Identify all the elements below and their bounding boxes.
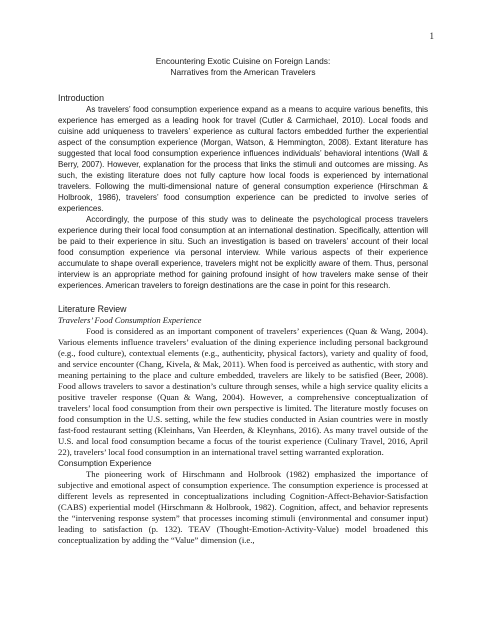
literature-review-heading: Literature Review xyxy=(58,304,127,314)
title-line-1: Encountering Exotic Cuisine on Foreign Lands: xyxy=(155,56,331,66)
introduction-paragraph-1: As travelers’ food consumption experience expand as a means to acquire various benefits, this experience has emerged as a leading hook for travel (Cutler & Carmichael, 2010). Local foods and cuisine add uniqueness to travelers’ experience as cultural factors embedded further the experiential aspect of the consumption experience (Morgan, Watson, & Hemmington, 2008). Extant literature has suggested that local food consumption experience influences individuals’ behavioral intentions (Wall & Berry, 2007). However, explanation for the process that links the stimuli and outcomes are missing. As such, the existing literature does not fully capture how local foods is experienced by international travelers. Following the multi-dimensional nature of general consumption experience (Hirschman & Holbrook, 1986), travelers’ food consumption experience can be predicted to involve series of experiences. xyxy=(58,105,428,213)
introduction-heading: Introduction xyxy=(58,93,104,103)
literature-review-paragraph-2: The pioneering work of Hirschmann and Holbrook (1982) emphasized the importance of subjective and emotional aspect of consumption experience. The consumption experience is processed at different levels as represented in conceptualizations including Cognition-Affect-Behavior-Satisfaction (CABS) experiential model (Hirschmann & Holbrook, 1982). Cognition, affect, and behavior represents the “intervening response system” that processes incoming stimuli (environmental and consumer input) leading to satisfaction (p. 132). TEAV (Thought-Emotion-Activity-Value) model broadened this conceptualization by adding the “Value” dimension (i.e., xyxy=(58,469,428,545)
introduction-paragraph-2: Accordingly, the purpose of this study was to delineate the psychological process travelers experience during their local food consumption at an international destination. Specifically, attention will be paid to their experience in situ. Such an investigation is based on travelers’ account of their local food consumption experience via personal interview. While various aspects of their experience accumulate to shape overall experience, travelers might not be explicitly aware of them. Thus, personal interview is an appropriate method for gaining profound insight of how travelers make sense of their experiences. American travelers to foreign destinations are the case in point for this research. xyxy=(58,215,428,290)
paper-title xyxy=(58,0,428,78)
food-consumption-subheading: Travelers’ Food Consumption Experience xyxy=(58,315,202,325)
title-line-2: Narratives from the American Travelers xyxy=(170,67,316,77)
consumption-experience-subheading: Consumption Experience xyxy=(58,458,152,468)
literature-review-paragraph-1: Food is considered as an important component of travelers’ experiences (Quan & Wang, 2004). Various elements influence travelers’ evaluation of the dining experience including personal background (e.g., food culture), contextual elements (e.g., authenticity, physical factors), variety and quality of food, and service encounter (Chang, Kivela, & Mak, 2011). When food is perceived as authentic, with story and meaning pertaining to the place and culture embedded, travelers are likely to be satisfied (Beer, 2008). Food allows travelers to savor a destination’s culture through senses, while a high service quality elicits a positive traveler response (Quan & Wang, 2004). However, a comprehensive conceptualization of travelers’ local food consumption from their own perspective is limited. The literature mostly focuses on food consumption in the U.S. setting, while the few studies conducted in Asian countries were in mostly fast-food restaurant setting (Kleinhans, Van Heerden, & Kleynhans, 2016). As many travel outside of the U.S. and local food consumption became a focus of the tourist experience (Culinary Travel, 2016, April 22), travelers’ local food consumption in an international travel setting warranted exploration. xyxy=(58,326,428,457)
page-number: 1 xyxy=(429,31,434,41)
